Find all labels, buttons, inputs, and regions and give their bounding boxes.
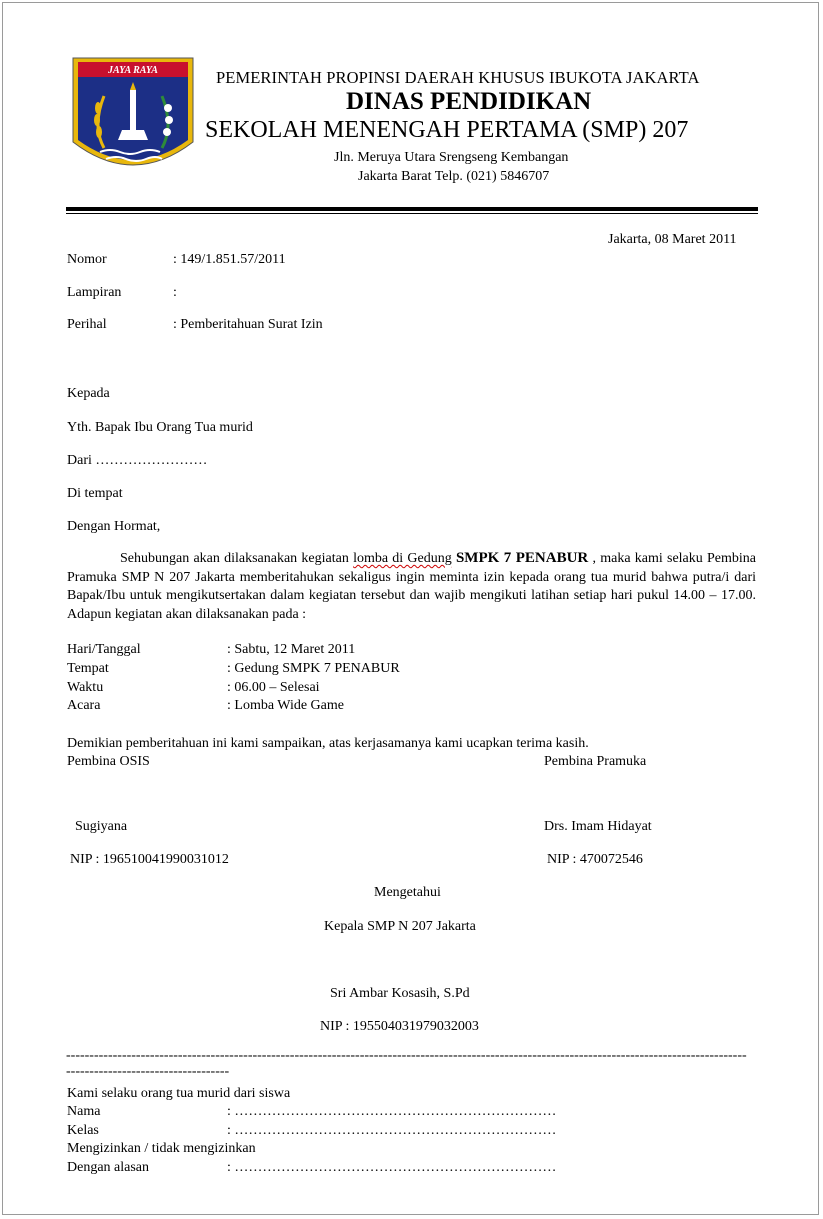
acknowledged-label: Mengetahui [374,885,441,900]
school-address: Jln. Meruya Utara Srengseng Kembangan [334,150,569,165]
header-rule-thick [66,207,758,211]
detail-value-time: : 06.00 – Selesai [227,680,320,695]
to-line: Yth. Bapak Ibu Orang Tua murid [67,420,253,435]
head-name: Sri Ambar Kosasih, S.Pd [330,986,470,1001]
emblem-text: JAYA RAYA [108,65,158,76]
left-signer-nip: NIP : 196510041990031012 [70,852,229,867]
detail-value-place: : Gedung SMPK 7 PENABUR [227,661,400,676]
government-header: PEMERINTAH PROPINSI DAERAH KHUSUS IBUKOTA JAKARTA [216,68,700,87]
right-signer-nip: NIP : 470072546 [547,852,643,867]
jakarta-emblem-logo [70,56,196,180]
head-title: Kepala SMP N 207 Jakarta [324,919,476,934]
school-name: SEKOLAH MENENGAH PERTAMA (SMP) 207 [205,117,689,143]
body-text-d: , maka kami selaku Pembina Pramuka SMP N 207 Jakarta memberitahukan sekaligus ingin meminta izin kepada orang tua murid bahwa putra/i dari Bapak/Ibu untuk mengikutsertakan dalam kegiatan tersebut dan wajib mengikuti latihan setiap hari pukul 14.00 – 17.00. Adapun kegiatan akan dilaksanakan pada : [67,551,756,622]
meta-value-number: : 149/1.851.57/2011 [173,252,286,267]
slip-intro: Kami selaku orang tua murid dari siswa [67,1086,291,1101]
department-title: DINAS PENDIDIKAN [346,88,592,115]
place-date: Jakarta, 08 Maret 2011 [608,232,737,247]
detail-label-date: Hari/Tanggal [67,642,141,657]
detail-value-event: : Lomba Wide Game [227,698,344,713]
meta-label-number: Nomor [67,252,107,267]
slip-value-name: : …………………………………………………………… [227,1104,557,1119]
slip-label-name: Nama [67,1104,101,1119]
slip-value-reason: : …………………………………………………………… [227,1160,557,1175]
detail-label-place: Tempat [67,661,109,676]
header-rule-thin [66,213,758,214]
slip-label-permission: Mengizinkan / tidak mengizinkan [67,1141,256,1156]
location-line: Di tempat [67,486,123,501]
cut-line: ------------------------------------------------------------------------------------------------------------------------------------------------------------------------------------- [66,1048,747,1079]
slip-value-class: : …………………………………………………………… [227,1123,557,1138]
left-signer-name: Sugiyana [75,819,128,834]
right-signer-title: Pembina Pramuka [544,754,647,769]
from-line: Dari …………………… [67,453,208,468]
left-signer-title: Pembina OSIS [67,754,150,769]
detail-value-date: : Sabtu, 12 Maret 2011 [227,642,356,657]
meta-label-attachment: Lampiran [67,285,122,300]
detail-label-time: Waktu [67,680,104,695]
meta-value-attachment: : [173,285,177,300]
slip-label-class: Kelas [67,1123,99,1138]
head-nip: NIP : 195504031979032003 [320,1019,479,1034]
slip-label-reason: Dengan alasan [67,1160,150,1175]
to-heading: Kepada [67,386,110,401]
body-text-b: lomba di Gedung [353,551,452,566]
closing-sentence: Demikian pemberitahuan ini kami sampaikan, atas kerjasamanya kami ucapkan terima kasih. [67,736,589,751]
meta-label-subject: Perihal [67,317,107,332]
right-signer-name: Drs. Imam Hidayat [544,819,652,834]
school-contact: Jakarta Barat Telp. (021) 5846707 [358,169,550,184]
body-text-bold: SMPK 7 PENABUR [455,550,589,566]
body-text-a: Sehubungan akan dilaksanakan kegiatan [120,551,354,566]
meta-value-subject: : Pemberitahuan Surat Izin [173,317,323,332]
detail-label-event: Acara [67,698,101,713]
greeting: Dengan Hormat, [67,519,161,534]
body-paragraph [67,549,756,624]
